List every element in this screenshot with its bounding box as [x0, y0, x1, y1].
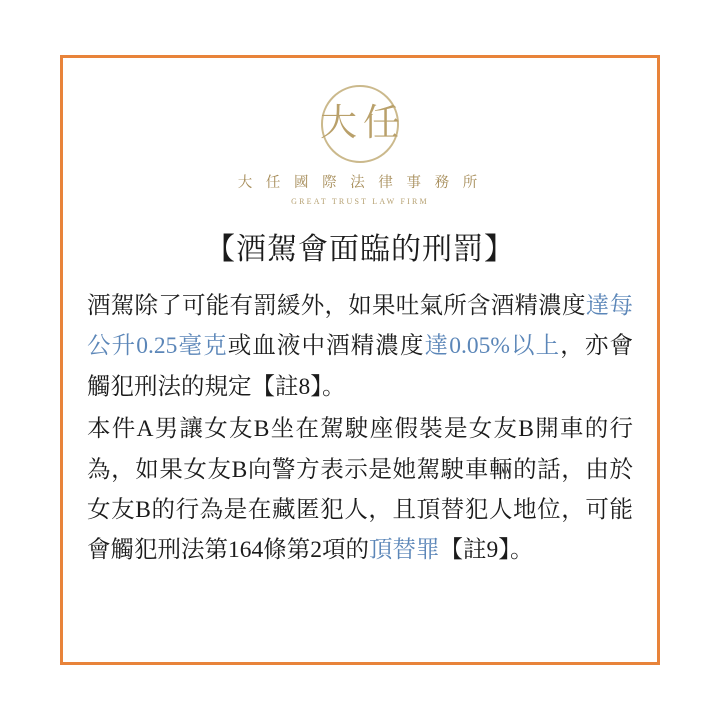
p2-highlight-1: 頂替罪 — [369, 537, 440, 564]
p1-highlight-2: 達0.05%以上 — [424, 333, 561, 360]
p2-segment-3: 【註9】。 — [439, 537, 534, 564]
content-card — [60, 55, 660, 665]
p1-segment-3: 或血液中酒精濃度 — [227, 333, 425, 360]
paragraph-1 — [87, 286, 633, 407]
logo-mark — [295, 86, 425, 161]
p2-segment-1: 本件A男讓女友B坐在駕駛座假裝是女友B開車的行為，如果女友B向警方表示是她駕駛車輛的話，由於女友B的行為是在藏匿犯人，且頂替犯人地位，可能會觸犯刑法第164條第2項的 — [87, 416, 633, 564]
logo-characters: 大任 — [320, 103, 406, 144]
paragraph-2 — [87, 409, 633, 571]
p1-segment-1: 酒駕除了可能有罰緩外，如果吐氣所含酒精濃度 — [87, 293, 586, 319]
logo-chinese-name: 大 任 國 際 法 律 事 務 所 — [237, 175, 483, 191]
p1-segment-5: ，亦會觸犯刑法的規定【註8】。 — [87, 333, 634, 400]
logo-english-name: GREAT TRUST LAW FIRM — [291, 197, 429, 206]
page-title: 【酒駕會面臨的刑罰】 — [205, 233, 515, 266]
p1-highlight-1: 達每公升0.25毫克 — [87, 293, 633, 360]
body-text — [87, 286, 633, 571]
law-firm-logo — [63, 58, 657, 206]
